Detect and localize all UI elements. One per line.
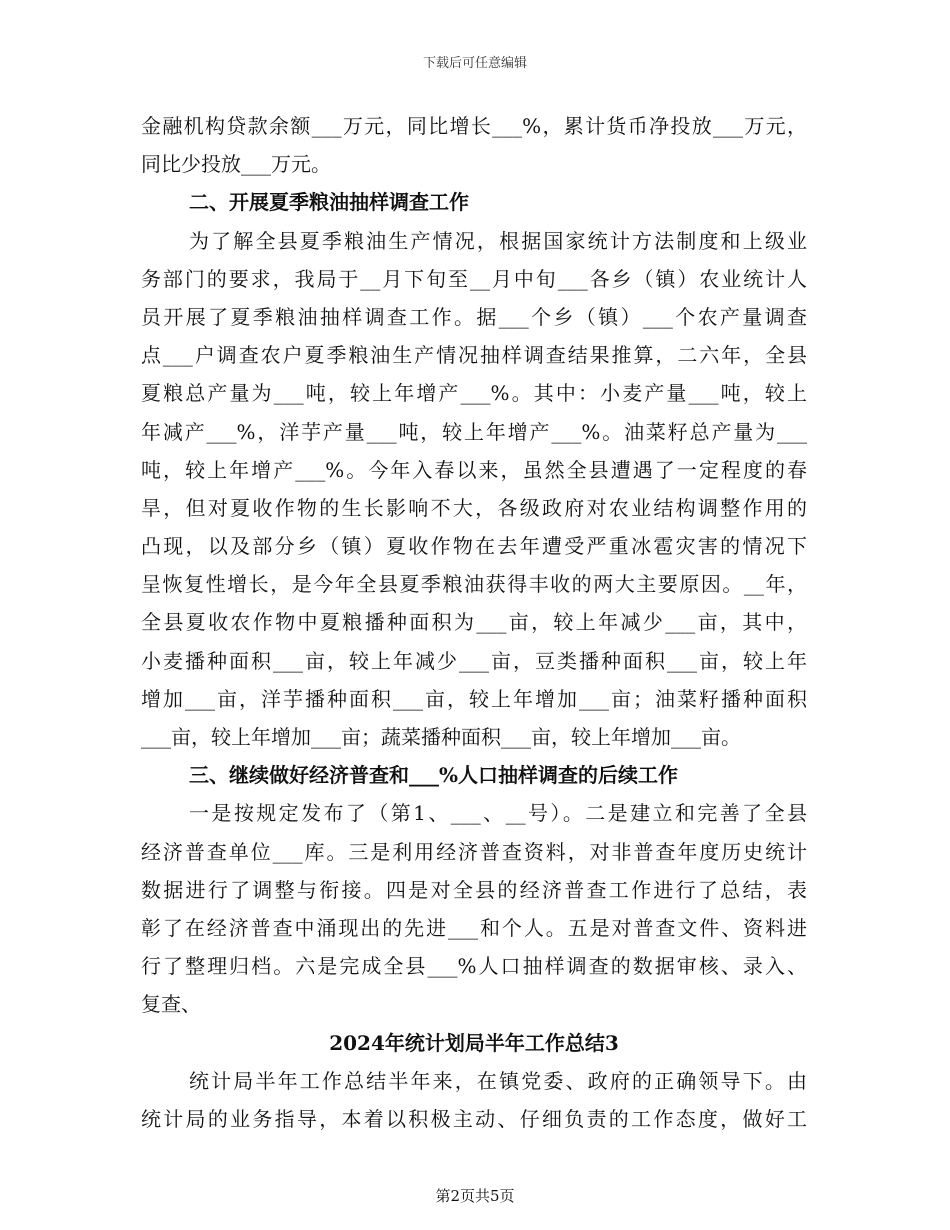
- text-line: 凸现，以及部分乡（镇）夏收作物在去年遭受严重冰雹灾害的情况下: [141, 534, 807, 559]
- document-title: 2024年统计划局半年工作总结3: [329, 1030, 619, 1055]
- text-line: 小麦播种面积___亩，较上年减少___亩，豆类播种面积___亩，较上年: [141, 648, 807, 673]
- text-line: 为了解全县夏季粮油生产情况，根据国家统计方法制度和上级业: [189, 228, 807, 253]
- text-line: 员开展了夏季粮油抽样调查工作。据___个乡（镇）___个农产量调查: [141, 304, 807, 329]
- text-line: 务部门的要求，我局于__月下旬至__月中旬___各乡（镇）农业统计人: [141, 266, 807, 291]
- text-line: 全县夏收农作物中夏粮播种面积为___亩，较上年减少___亩，其中，: [141, 610, 807, 635]
- text-line: 呈恢复性增长，是今年全县夏季粮油获得丰收的两大主要原因。__年，: [141, 572, 807, 597]
- section-heading: 三、继续做好经济普查和___%人口抽样调查的后续工作: [189, 763, 679, 788]
- section-heading: 二、开展夏季粮油抽样调查工作: [189, 190, 469, 215]
- page-footer: 第2页共5页: [435, 1187, 515, 1205]
- text-line: 统计局的业务指导，本着以积极主动、仔细负责的工作态度，做好工: [141, 1106, 807, 1131]
- text-line: 增加___亩，洋芋播种面积___亩，较上年增加___亩；油菜籽播种面积: [141, 686, 807, 711]
- document-body: [141, 107, 807, 1138]
- text-line: 复查、: [141, 992, 201, 1017]
- text-line: 夏粮总产量为___吨，较上年增产___%。其中：小麦产量___吨，较上: [141, 381, 807, 406]
- text-line: 行了整理归档。六是完成全县___%人口抽样调查的数据审核、录入、: [141, 954, 807, 979]
- text-line: 年减产___%，洋芋产量___吨，较上年增产___%。油菜籽总产量为___: [141, 419, 807, 444]
- page-header: 下载后可任意编辑: [422, 56, 527, 71]
- text-line: ___亩，较上年增加___亩；蔬菜播种面积___亩，较上年增加___亩。: [141, 725, 741, 749]
- text-line: 金融机构贷款余额___万元，同比增长___%，累计货币净投放___万元，: [141, 114, 807, 138]
- text-line: 点___户调查农户夏季粮油生产情况抽样调查结果推算，二六年，全县: [141, 343, 807, 368]
- text-line: 数据进行了调整与衔接。四是对全县的经济普查工作进行了总结，表: [141, 877, 807, 902]
- text-line: 经济普查单位___库。三是利用经济普查资料，对非普查年度历史统计: [141, 839, 807, 864]
- text-line: 一是按规定发布了（第1、___、__号）。二是建立和完善了全县: [189, 801, 807, 826]
- text-line: 旱，但对夏收作物的生长影响不大，各级政府对农业结构调整作用的: [141, 495, 807, 520]
- text-line: 同比少投放___万元。: [141, 152, 331, 177]
- text-line: 彰了在经济普查中涌现出的先进___和个人。五是对普查文件、资料进: [141, 915, 807, 940]
- text-line: 吨，较上年增产___%。今年入春以来，虽然全县遭遇了一定程度的春: [141, 457, 807, 482]
- text-line: 统计局半年工作总结半年来，在镇党委、政府的正确领导下。由: [189, 1068, 807, 1093]
